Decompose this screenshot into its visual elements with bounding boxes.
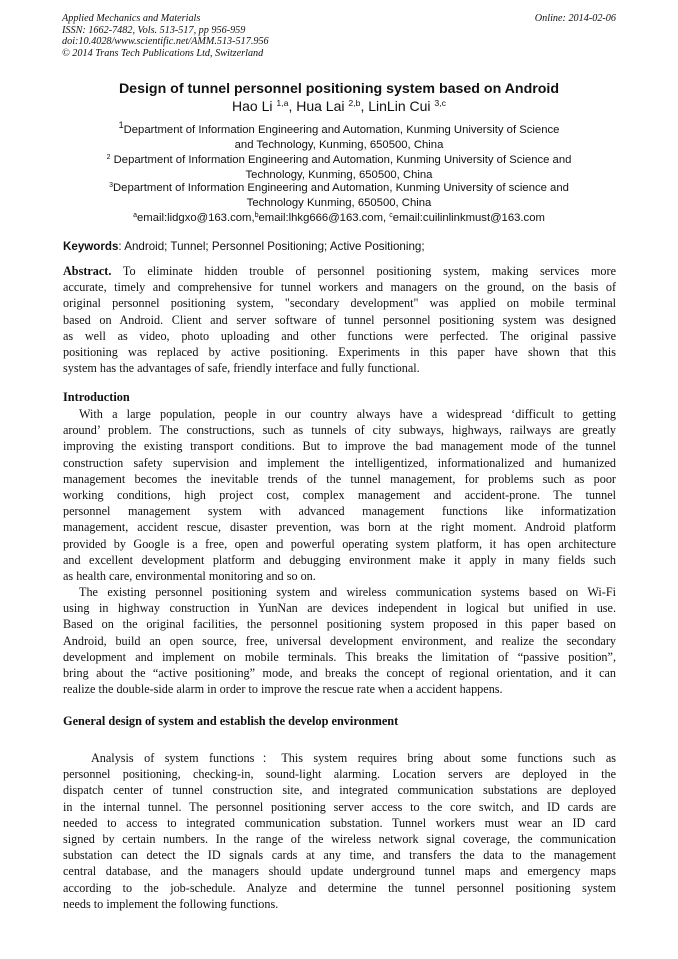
- body-line: With a large population, people in our country always have a widespread ‘difficult to getting: [79, 407, 616, 421]
- author-superscript: 1,a: [276, 98, 289, 109]
- general-design-paragraph-1: [63, 750, 616, 912]
- affiliation-2: [0, 153, 678, 182]
- abstract-line: system has the advantages of safe, friendly interface and fully functional.: [63, 361, 420, 376]
- abstract-line: accurate, timely and comprehensive for tunnel workers and managers on the ground, on the basis of: [63, 280, 616, 295]
- body-line: needs to implement the following functions.: [63, 896, 279, 911]
- body-line: Based on the original facilities, the personnel positioning system proposed in this paper based on: [63, 617, 616, 632]
- affiliation-text: Department of Information Engineering and Automation, Kunming University of science and: [113, 182, 569, 194]
- body-line: dispatch center of tunnel construction site, and integrated communication substations are deployed: [63, 783, 616, 798]
- email-link[interactable]: email:lidgxo@163.com,: [137, 212, 255, 224]
- affiliation-superscript: 1: [118, 120, 124, 131]
- author-name: Hua Lai: [296, 98, 345, 114]
- affiliation-superscript: 3: [109, 182, 113, 190]
- introduction-paragraph-2: [63, 584, 616, 697]
- author-separator: ,: [360, 98, 369, 114]
- affiliation-superscript: 2: [106, 154, 111, 162]
- body-line: Analysis of system functions：This system requires bring about some functions such as: [91, 751, 616, 765]
- author-list: [0, 98, 678, 115]
- body-line: improving the existing transport conditions. But to improve the bad management mode of the tunnel: [63, 439, 616, 454]
- abstract-line: positioning was replaced by active positioning. Experiments in this paper have shown that this: [63, 344, 616, 359]
- journal-header: [62, 13, 269, 59]
- email-superscript: a: [133, 212, 137, 220]
- body-line: personnel positioning, checking-in, sound-light alarming. Location servers are deployed in the: [63, 767, 616, 782]
- author-name: LinLin Cui: [368, 98, 431, 114]
- abstract-line: based on Android. Client and server software of tunnel personnel positioning system was designed: [63, 312, 616, 327]
- journal-name: Applied Mechanics and Materials: [62, 13, 201, 24]
- body-line: working conditions, high project cost, complex management and accident-prone. The tunnel: [63, 487, 616, 502]
- body-line: management, accident rescue, disaster prevention, was born at the right moment. Android platform: [63, 520, 616, 535]
- issn-line: ISSN: 1662-7482, Vols. 513-517, pp 956-959: [62, 24, 246, 36]
- keywords: [63, 240, 425, 254]
- abstract-label: Abstract.: [63, 264, 112, 278]
- keywords-label: Keywords: [63, 240, 119, 253]
- abstract-line: To eliminate hidden trouble of personnel positioning system, making services more: [111, 264, 616, 278]
- online-date: Online: 2014-02-06: [534, 13, 616, 24]
- body-line: needed to access to integrated communication substation. Tunnel workers must wear an ID card: [63, 815, 616, 830]
- affiliation-3: [0, 181, 678, 210]
- body-line: around’ problem. The constructions, such as tunnels of city subways, highways, railways are greatly: [63, 423, 616, 438]
- author-separator: ,: [288, 98, 297, 114]
- author-emails: [0, 211, 678, 226]
- body-line: signed by certain numbers. In the range of the wireless network signal coverage, the communication: [63, 831, 616, 846]
- keywords-text: : Android; Tunnel; Personnel Positioning; Active Positioning;: [118, 240, 425, 253]
- doi-line: doi:10.4028/www.scientific.net/AMM.513-517.956: [62, 36, 269, 48]
- abstract-line: original personnel positioning system, "secondary development" was applied on mobile terminal: [63, 296, 616, 311]
- copyright-line: © 2014 Trans Tech Publications Ltd, Switzerland: [62, 47, 264, 59]
- body-line: development and implement on mobile terminals. This breaks the limitation of “passive position”,: [63, 649, 616, 664]
- body-line: according to the job-schedule. Analyze and determine the tunnel personnel positioning system: [63, 880, 616, 895]
- affiliation-1: [0, 120, 678, 152]
- body-line: as health care, environmental monitoring and so on.: [63, 568, 316, 583]
- affiliation-text: Technology Kunming, 650500, China: [246, 196, 432, 209]
- body-line: realize the double-side alarm in order to improve the rescue rate when a accident happens.: [63, 682, 503, 697]
- body-line: management becomes the inevitable trends of the tunnel management, for problems such as poor: [63, 471, 616, 486]
- body-line: provided by Google is a free, open and powerful operating system platform, it has open architecture: [63, 536, 616, 551]
- email-link[interactable]: email:lhkg666@163.com,: [258, 212, 390, 224]
- author-superscript: 2,b: [348, 98, 361, 109]
- body-line: construction safety supervision and implement the intelligentized, informationalized and humanized: [63, 455, 616, 470]
- author-name: Hao Li: [232, 98, 273, 114]
- email-superscript: b: [254, 212, 259, 220]
- abstract: [63, 263, 616, 376]
- body-line: using in highway construction in YunNan are devices independent in logical but unified in use.: [63, 601, 616, 616]
- body-line: Android, build an open source, free, universal development environment, and realize the secondary: [63, 633, 616, 648]
- email-link[interactable]: email:cuilinlinkmust@163.com: [392, 212, 545, 224]
- body-line: bring about the “active positioning” mode, and breaks the concept of regional orientation, and it can: [63, 665, 616, 680]
- body-line: personnel management system with advanced management functions like informatization: [63, 504, 616, 519]
- body-line: central database, and the managers should update underground tunnel maps and emergency maps: [63, 864, 616, 879]
- affiliation-text: Department of Information Engineering and Automation, Kunming University of Science: [123, 124, 560, 136]
- body-line: and excellent development platform and debugging environment make it apply in many fields such: [63, 552, 616, 567]
- affiliation-text: Department of Information Engineering and Automation, Kunming University of Science and: [110, 154, 572, 166]
- body-line: The existing personnel positioning system and wireless communication systems based on Wi-Fi: [79, 585, 616, 599]
- introduction-paragraph-1: [63, 406, 616, 584]
- author-superscript: 3,c: [434, 98, 446, 109]
- section-heading-introduction: Introduction: [63, 390, 130, 404]
- section-heading-general-design: General design of system and establish the develop environment: [63, 714, 399, 728]
- affiliation-text: and Technology, Kunming, 650500, China: [234, 138, 444, 151]
- email-superscript: c: [389, 212, 393, 220]
- affiliation-text: Technology, Kunming, 650500, China: [245, 168, 433, 181]
- abstract-line: as well as video, photo uploading and other functions were perfected. The original passive: [63, 328, 616, 343]
- body-line: in the internal tunnel. The personnel positioning server access to the core switch, and ID cards are: [63, 799, 616, 814]
- body-line: substation can detect the ID signals cards at any time, and transfers the data to the management: [63, 848, 616, 863]
- paper-title: Design of tunnel personnel positioning system based on Android: [118, 81, 560, 97]
